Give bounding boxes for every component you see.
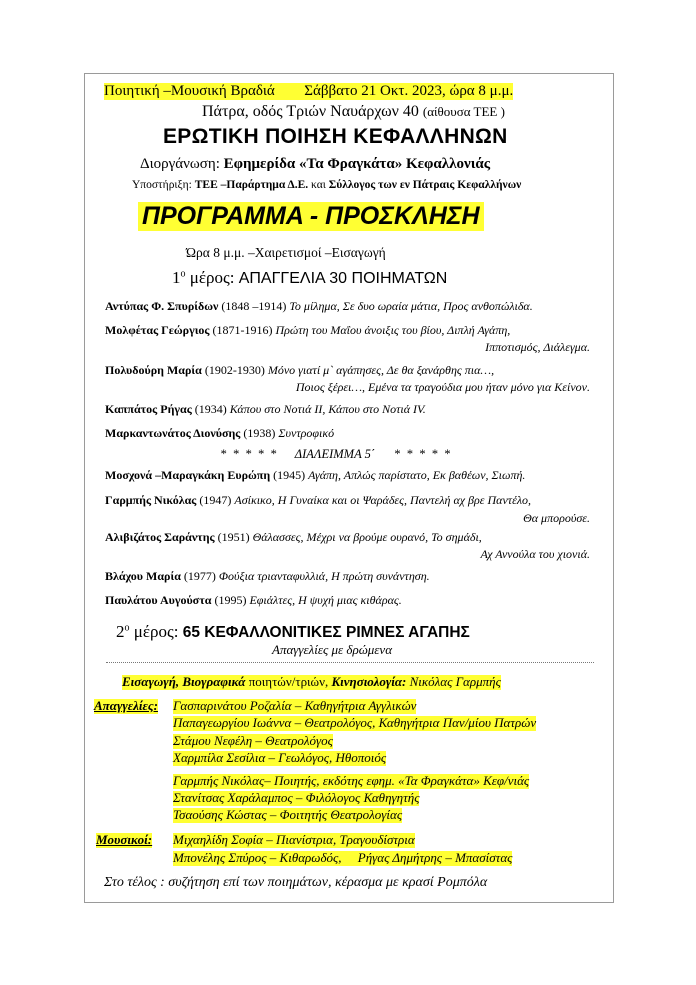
venue-note: (αίθουσα ΤΕΕ ) [422,104,505,119]
event-type: Ποιητική –Μουσική Βραδιά [104,83,275,99]
part1-label: μέρος: [185,268,239,287]
part2-heading [116,622,470,642]
part2-title: 65 ΚΕΦΑΛΛΟΝΙΤΙΚΕΣ ΡΙΜΝΕΣ ΑΓΑΠΗΣ [182,624,470,641]
organizer: Εφημερίδα «Τα Φραγκάτα» Κεφαλλονιάς [223,156,491,172]
poet-works-cont: Ιπποτισμός, Διάλεγμα. [485,340,590,354]
poet-years: (1871-1916) [209,323,276,337]
part2-sup: ο [124,622,130,634]
musician-item: Μπονέλης Σπύρος – Κιθαρωδός, Ρήγας Δημήτρης – Μπασίστας [173,850,513,865]
poet-years: (1995) [211,593,250,607]
poet-works: Εφιάλτες, Η ψυχή μιας κιθάρας. [249,593,402,607]
poet-years: (1947) [196,493,235,507]
poet-line [105,531,482,545]
reciter-item: Τσαούσης Κώστας – Φοιτητής Θεατρολογίας [173,807,403,822]
reciter-item: Χαρμπίλα Σεσίλια – Γεωλόγος, Ηθοποιός [173,750,387,765]
organizer-line [140,156,490,173]
part2-num: 2 [116,622,125,641]
musicians-label: Μουσικοί: [96,832,153,847]
reciter-item: Παπαγεωργίου Ιωάννα – Θεατρολόγος, Καθηγήτρια Παν/μίου Πατρών [173,715,537,730]
poet-works: Αγάπη, Απλώς παρίστατο, Εκ βαθέων, Σιωπή. [308,468,526,482]
poet-works-cont: Θα μπορούσε. [523,511,590,525]
poet-line [105,403,426,417]
intermission: * * * * * ΔΙΑΛΕΙΜΜΑ 5΄ * * * * * [220,447,451,461]
poet-works: Ασίκικο, Η Γυναίκα και οι Ψαράδες, Παντελή αχ βρε Παντέλο, [234,493,532,507]
musician-item: Μιχαηλίδη Σοφία – Πιανίστρια, Τραγουδίστρια [173,832,415,847]
dotted-divider [106,662,594,663]
poet-name: Μαρκαντωνάτος Διονύσης [105,426,241,440]
part2-label: μέρος: [129,622,183,641]
reciter-item: Στανίτσας Χαράλαμπος – Φιλόλογος Καθηγητής [173,790,420,805]
organizer-label: Διοργάνωση: [140,156,224,172]
part1-title: ΑΠΑΓΓΕΛΙΑ 30 ΠΟΙΗΜΑΤΩΝ [238,270,448,287]
event-type-line [104,83,513,100]
intro-d: Νικόλας Γαρμπής [406,674,501,689]
venue: Πάτρα, οδός Τριών Ναυάρχων 40 [202,103,419,120]
poet-name: Παυλάτου Αυγούστα [105,593,212,607]
reciter-item: Γαρμπής Νικόλας– Ποιητής, εκδότης εφημ. «Τα Φραγκάτα» Κεφ/νιάς [173,773,530,788]
poet-line [105,570,430,584]
poet-years: (1945) [270,468,309,482]
part1-sup: ο [180,268,186,280]
poet-works: Μόνο γιατί μ` αγάπησες, Δε θα ξανάρθης πια…, [267,363,495,377]
poet-works: Φούξια τριανταφυλλιά, Η πρώτη συνάντηση. [218,569,430,583]
poet-works: Το μίλημα, Σε δυο ωραία μάτια, Προς ανθοπώλιδα. [289,299,533,313]
poet-years: (1938) [240,426,279,440]
part2-subtitle: Απαγγελίες με δρώμενα [272,642,393,657]
poet-years: (1848 –1914) [218,299,290,313]
reciter-item: Στάμου Νεφέλη – Θεατρολόγος [173,733,333,748]
poet-works: Πρώτη του Μαΐου άνοιξις του βίου, Διπλή Αγάπη, [275,323,511,337]
venue-line [202,103,505,121]
poet-years: (1977) [180,569,219,583]
poet-name: Βλάχου Μαρία [105,569,181,583]
poet-name: Μολφέτας Γεώργιος [105,323,210,337]
event-datetime: Σάββατο 21 Οκτ. 2023, ώρα 8 μ.μ. [304,83,514,99]
poet-line [105,300,533,314]
opening-line: Ώρα 8 μ.μ. –Χαιρετισμοί –Εισαγωγή [186,245,386,260]
poet-works-cont: Αχ Αννούλα του χιονιά. [480,547,590,561]
poet-years: (1951) [214,530,253,544]
poet-name: Μοσχονά –Μαραγκάκη Ευρώπη [105,468,271,482]
part1-heading [172,268,447,288]
support-line [132,179,521,192]
poet-name: Καππάτος Ρήγας [105,402,192,416]
poet-works: Συντροφικό [278,426,335,440]
poet-years: (1902-1930) [201,363,268,377]
support-and: και [311,179,329,191]
poet-line [105,469,525,483]
part1-num: 1 [172,268,181,287]
poet-works: Κάπου στο Νοτιά ΙΙ, Κάπου στο Νοτιά IV. [229,402,426,416]
poet-name: Γαρμπής Νικόλας [105,493,197,507]
poet-name: Πολυδούρη Μαρία [105,363,202,377]
support-2: Σύλλογος των εν Πάτραις Κεφαλλήνων [328,179,522,191]
poet-line [105,494,531,508]
main-title: ΕΡΩΤΙΚΗ ΠΟΙΗΣΗ ΚΕΦΑΛΛΗΝΩΝ [163,125,508,148]
poet-works: Θάλασσες, Μέχρι να βρούμε ουρανό, Το σημάδι, [252,530,482,544]
poet-line [105,364,494,378]
poet-line [105,427,334,441]
intro-c: Κινησιολογία: [331,674,407,689]
intro-b: ποιητών/τριών, [245,674,332,689]
support-label: Υποστήριξη: [132,179,195,191]
intro-a: Εισαγωγή, Βιογραφικά [122,674,246,689]
reciter-item: Γασπαρινάτου Ροζαλία – Καθηγήτρια Αγγλικών [173,698,417,713]
poet-works-cont: Ποιος ξέρει…, Εμένα τα τραγούδια μου ήταν μόνο για Κείνον. [295,380,590,394]
poet-years: (1934) [191,402,230,416]
support-1: ΤΕΕ –Παράρτημα Δ.Ε. [194,179,309,191]
poet-line [105,594,402,608]
poet-name: Αντύπας Φ. Σπυρίδων [105,299,219,313]
poet-name: Αλιβιζάτος Σαράντης [105,530,215,544]
poet-line [105,324,510,338]
closing-line: Στο τέλος : συζήτηση επί των ποιημάτων, κέρασμα με κρασί Ρομπόλα [104,875,488,890]
reciters-label: Απαγγελίες: [94,698,158,713]
program-title: ΠΡΟΓΡΑΜΜΑ - ΠΡΟΣΚΛΗΣΗ [138,202,484,231]
intro-line [122,675,501,690]
